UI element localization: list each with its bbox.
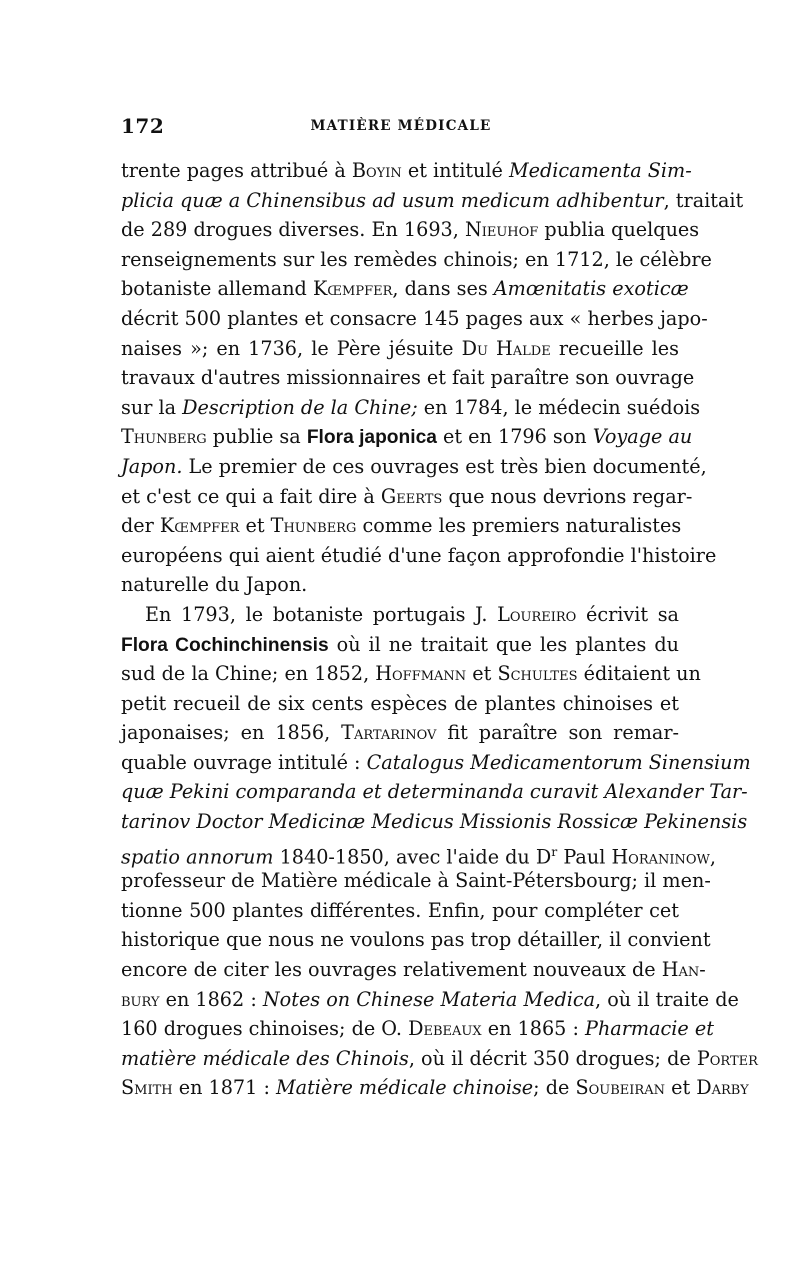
text-segment: Loureiro: [497, 602, 577, 626]
text-segment: Flora Cochinchinensis: [121, 634, 329, 656]
text-segment: fit paraître son remar-: [436, 721, 679, 745]
text-line: [121, 807, 748, 837]
text-segment: travaux d'autres missionnaires et fait paraître son ouvrage: [121, 366, 695, 390]
text-line: [121, 718, 679, 748]
text-line: [121, 334, 679, 364]
text-segment: Horaninow: [611, 845, 710, 869]
text-line: [121, 866, 711, 896]
text-line: [121, 422, 693, 452]
text-segment: Boyin: [351, 159, 402, 182]
text-segment: et: [664, 1076, 697, 1100]
page-header: [121, 114, 681, 140]
text-segment: comme les premiers naturalistes: [356, 514, 682, 538]
text-segment: Catalogus Medicamentorum Sinensium: [366, 750, 751, 774]
text-segment: Le premier de ces ouvrages est très bien documenté,: [182, 454, 707, 478]
text-segment: Pharmacie et: [585, 1017, 714, 1041]
text-line: [121, 511, 682, 541]
text-segment: Du Halde: [461, 336, 551, 360]
text-segment: en 1865 :: [481, 1017, 586, 1041]
text-segment: spatio annorum: [121, 845, 274, 869]
text-segment: Flora japonica: [306, 427, 437, 449]
text-segment: Amœnitatis exoticæ: [493, 277, 689, 301]
text-segment: Medicamenta Sim-: [509, 159, 692, 182]
text-segment: plicia quæ a Chinensibus ad usum medicum adhibentur: [121, 188, 664, 212]
text-segment: petit recueil de six cents espèces de plantes chinoises et: [121, 691, 679, 715]
text-line: [121, 600, 679, 630]
text-segment: r: [551, 843, 558, 859]
text-segment: matière médicale des Chinois: [121, 1046, 409, 1070]
text-segment: tarinov Doctor Medicinæ Medicus Missionis Rossicæ Pekinensis: [121, 810, 748, 834]
text-segment: botaniste allemand: [121, 277, 313, 301]
text-segment: Paul: [557, 845, 612, 869]
text-segment: et en 1796 son: [436, 425, 593, 449]
text-line: [121, 689, 679, 719]
text-segment: Schultes: [497, 662, 578, 686]
text-segment: sud de la Chine; en 1852,: [121, 662, 376, 686]
text-segment: Geerts: [380, 484, 443, 508]
text-line: [121, 541, 717, 571]
text-segment: professeur de Matière médicale à Saint-Pétersbourg; il men-: [121, 869, 711, 893]
text-segment: Nieuhof: [464, 218, 539, 242]
text-segment: naises »; en 1736, le Père jésuite: [121, 336, 462, 360]
text-segment: européens qui aient étudié d'une façon approfondie l'histoire: [121, 543, 717, 567]
text-segment: et c'est ce qui a fait dire à: [121, 484, 381, 508]
text-segment: décrit 500 plantes et consacre 145 pages aux « herbes japo-: [121, 306, 708, 330]
text-segment: Smith: [121, 1076, 173, 1100]
text-segment: naturelle du Japon.: [121, 573, 308, 597]
text-line: [121, 630, 679, 660]
text-segment: japonaises; en 1856,: [121, 721, 342, 745]
text-segment: , où il traite de: [595, 987, 739, 1011]
text-segment: et: [239, 514, 271, 538]
text-line: [121, 482, 693, 512]
text-line: [121, 985, 739, 1015]
text-segment: Tartarinov: [341, 721, 437, 745]
text-segment: quable ouvrage intitulé :: [121, 750, 367, 774]
text-line: [121, 304, 708, 334]
text-line: [121, 274, 689, 304]
text-segment: Matière médicale chinoise: [276, 1076, 534, 1100]
text-line: [121, 955, 706, 985]
text-line: [121, 925, 711, 955]
text-segment: , où il décrit 350 drogues; de: [408, 1046, 697, 1070]
text-line: [121, 659, 701, 689]
text-segment: tionne 500 plantes différentes. Enfin, pour compléter cet: [121, 898, 679, 922]
text-segment: bury: [121, 987, 160, 1011]
text-segment: 160 drogues chinoises; de O.: [121, 1017, 409, 1041]
text-segment: que nous devrions regar-: [442, 484, 693, 508]
text-segment: publie sa: [206, 425, 307, 449]
running-title: MATIÈRE MÉDICALE: [310, 118, 492, 134]
text-segment: quæ Pekini comparanda et determinanda curavit Alexander Tar-: [121, 780, 748, 804]
text-segment: écrivit sa: [576, 602, 679, 626]
text-line: [121, 570, 679, 600]
text-segment: der: [121, 514, 160, 538]
text-line: [121, 1073, 749, 1103]
text-line: [121, 1014, 714, 1044]
text-line: [121, 186, 744, 216]
text-segment: en 1871 :: [172, 1076, 277, 1100]
text-segment: Porter: [696, 1046, 758, 1070]
text-segment: , dans ses: [392, 277, 494, 301]
text-segment: Thunberg: [121, 425, 207, 449]
text-segment: Kœmpfer: [159, 514, 240, 538]
text-segment: encore de citer les ouvrages relativement nouveaux de: [121, 958, 662, 982]
text-line: [121, 215, 700, 245]
text-segment: de 289 drogues diverses. En 1693,: [121, 218, 465, 242]
text-segment: ; de: [533, 1076, 576, 1100]
text-segment: recueille les: [550, 336, 680, 360]
text-segment: sur la: [121, 395, 183, 419]
text-segment: Soubeiran: [575, 1076, 665, 1100]
text-segment: Debeaux: [408, 1017, 482, 1041]
text-segment: renseignements sur les remèdes chinois; en 1712, le célèbre: [121, 247, 712, 271]
body-text: [121, 156, 758, 1103]
text-segment: , traitait: [663, 188, 744, 212]
text-segment: et: [466, 662, 498, 686]
page-number: 172: [121, 114, 165, 138]
text-line: [121, 837, 717, 869]
text-segment: Darby: [696, 1076, 749, 1100]
text-segment: trente pages attribué à: [121, 159, 352, 182]
text-segment: en 1784, le médecin suédois: [417, 395, 701, 419]
text-segment: Hoffmann: [375, 662, 467, 686]
text-line: [121, 393, 701, 423]
text-segment: 1840-1850, avec l'aide du D: [273, 845, 552, 869]
text-line: [121, 156, 692, 186]
text-segment: éditaient un: [577, 662, 701, 686]
text-line: [121, 363, 695, 393]
text-segment: Japon.: [121, 454, 183, 478]
text-segment: Description de la Chine;: [182, 395, 418, 419]
text-line: [121, 777, 748, 807]
text-line: [121, 896, 679, 926]
text-segment: Han-: [661, 958, 706, 982]
text-segment: historique que nous ne voulons pas trop détailler, il convient: [121, 928, 711, 952]
text-segment: publia quelques: [538, 218, 700, 242]
text-segment: En 1793, le botaniste portugais J.: [145, 602, 498, 626]
text-segment: Voyage au: [592, 425, 693, 449]
text-line: [121, 245, 712, 275]
text-segment: et intitulé: [401, 159, 509, 182]
text-segment: Thunberg: [270, 514, 357, 538]
text-segment: en 1862 :: [159, 987, 263, 1011]
text-segment: Kœmpfer: [312, 277, 393, 301]
text-line: [121, 748, 751, 778]
text-line: [121, 452, 707, 482]
text-segment: où il ne traitait que les plantes du: [328, 632, 679, 656]
text-line: [121, 1044, 758, 1074]
text-segment: Notes on Chinese Materia Medica: [262, 987, 596, 1011]
text-segment: ,: [709, 845, 717, 869]
